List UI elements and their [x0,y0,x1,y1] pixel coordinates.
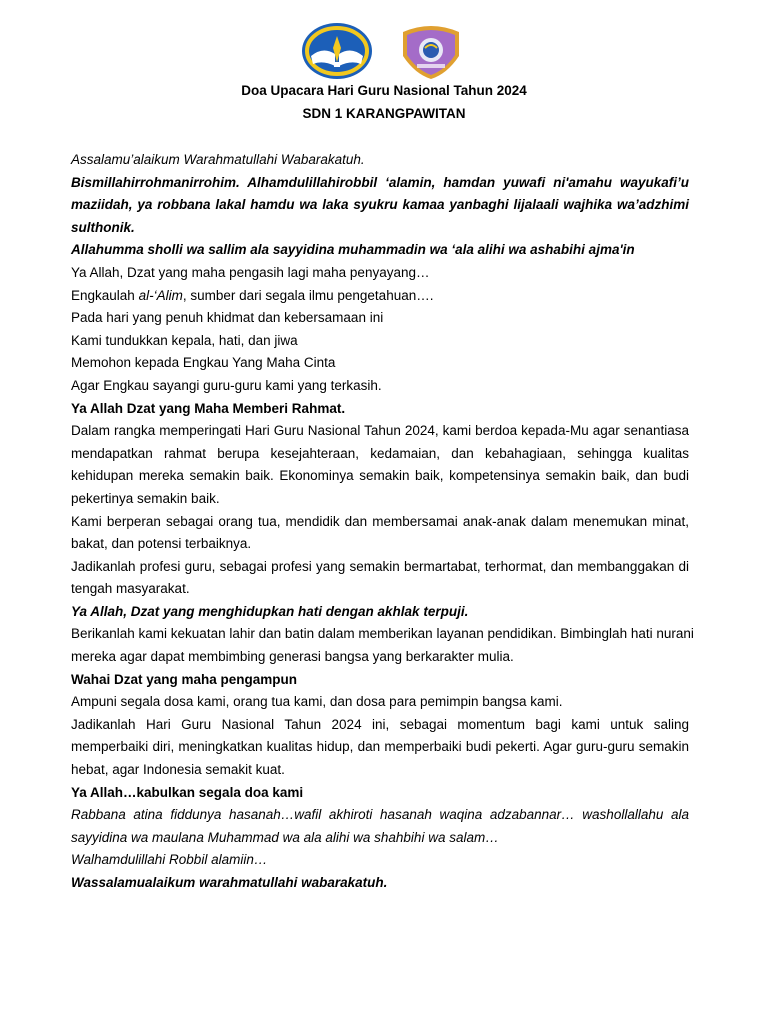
body-paragraph: Dalam rangka memperingati Hari Guru Nasional Tahun 2024, kami berdoa kepada-Mu agar senantiasa mendapatkan rahmat berupa kesejahteraan, kedamaian, dan kebahagiaan, sehingga kualitas kehidupan mereka semakin baik. Ekonominya semakin baik, kompetensinya semakin baik, dan budi pekertinya semakin baik. [71,423,689,506]
prayer-line: Agar Engkau sayangi guru-guru kami yang terkasih. [71,377,382,393]
sholawat-paragraph: Allahumma sholli wa sallim ala sayyidina muhammadin wa ‘ala alihi wa ashabihi ajma'in [71,242,635,258]
body-paragraph: Ampuni segala dosa kami, orang tua kami, dan dosa para pemimpin bangsa kami. [71,694,563,710]
school-emblem-icon [395,22,467,80]
prayer-text [71,149,694,895]
section-heading: Wahai Dzat yang maha pengampun [71,671,298,687]
page-title: Doa Upacara Hari Guru Nasional Tahun 2024 [241,83,527,98]
section-heading: Ya Allah…kabulkan segala doa kami [71,784,304,800]
prayer-line: Memohon kepada Engkau Yang Maha Cinta [71,355,336,371]
prayer-line: Ya Allah, Dzat yang maha pengasih lagi maha penyayang… [71,264,430,280]
prayer-line: Pada hari yang penuh khidmat dan kebersamaan ini [71,310,384,326]
hamdalah-line: Walhamdulillahi Robbil alamiin… [71,852,268,868]
body-paragraph: Kami berperan sebagai orang tua, mendidik dan membersamai anak-anak dalam menemukan minat, bakat, dan potensi terbaiknya. [71,513,689,552]
body-paragraph: Jadikanlah profesi guru, sebagai profesi yang semakin bermartabat, terhormat, dan membanggakan di tengah masyarakat. [71,558,689,597]
closing-salam: Wassalamualaikum warahmatullahi wabarakatuh. [71,875,388,890]
section-heading: Ya Allah Dzat yang Maha Memberi Rahmat. [71,400,346,416]
body-paragraph: Jadikanlah Hari Guru Nasional Tahun 2024 ini, sebagai momentum bagi kami untuk saling memperbaiki diri, meningkatkan kualitas hidup, dan memperbaiki budi pekerti. Agar guru-guru semakin hebat, agar Indonesia semakit kuat. [71,716,689,778]
prayer-line: Kami tundukkan kepala, hati, dan jiwa [71,332,298,348]
body-paragraph: Berikanlah kami kekuatan lahir dan batin dalam memberikan layanan pendidikan. Bimbinglah hati nurani mereka agar dapat membimbing generasi bangsa yang berkarakter mulia. [71,626,694,665]
doa-paragraph: Rabbana atina fiddunya hasanah…wafil akhiroti hasanah waqina adzabannar… washollallahu ala sayyidina wa maulana Muhammad wa ala alihi wa shahbihi wa salam… [71,807,689,845]
tut-wuri-handayani-logo-icon [301,22,373,80]
prayer-line: Engkaulah al-‘Alim, sumber dari segala ilmu pengetahuan…. [71,287,434,303]
bismillah-paragraph: Bismillahirrohmanirrohim. Alhamdulillahirobbil ‘alamin, hamdan yuwafi ni'amahu wayukafi’u maziidah, ya robbana lakal hamdu wa laka syukru kamaa yanbaghi lijalaali wajhika wa’adzhimi sulthonik. [71,174,689,235]
salam-line: Assalamu’alaikum Warahmatullahi Wabarakatuh. [71,152,365,167]
section-heading: Ya Allah, Dzat yang menghidupkan hati dengan akhlak terpuji. [71,603,469,619]
school-name: SDN 1 KARANGPAWITAN [302,106,466,121]
logo-row [0,22,768,80]
al-alim-term: al-‘Alim [138,287,183,303]
